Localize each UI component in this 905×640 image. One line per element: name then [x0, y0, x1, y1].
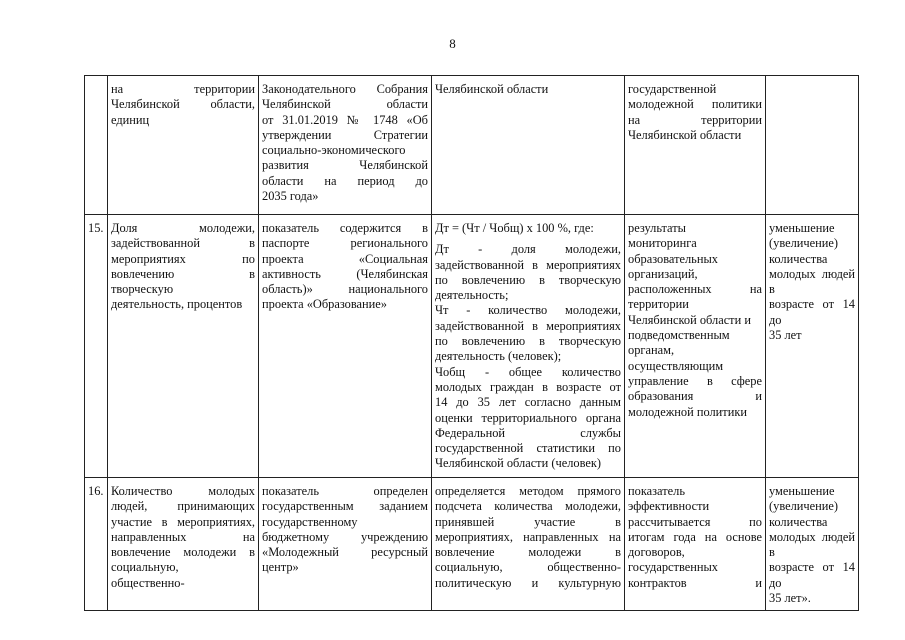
indicator-cell [108, 76, 259, 215]
text-line: область)» национального [262, 282, 428, 297]
text-line: образования и [628, 389, 762, 404]
text-line: расположенных на [628, 282, 762, 297]
text-line: Законодательного Собрания [262, 82, 428, 96]
text-line: возрасте от 14 до [769, 560, 855, 590]
text-line: паспорте регионального [262, 236, 428, 251]
text-line: социально-экономического [262, 143, 406, 158]
expected-result-cell [766, 215, 859, 478]
text-line: уменьшение [769, 484, 835, 498]
text-line: деятельность (человек); [435, 349, 562, 364]
text-line: мониторинга [628, 236, 697, 251]
table-row-15 [85, 215, 859, 478]
source-cell [259, 215, 432, 478]
text-line: эффективности [628, 499, 710, 514]
text-line: развития Челябинской [262, 158, 428, 173]
indicators-table [84, 75, 859, 611]
text-line: молодежной политики [628, 97, 762, 112]
text-line: молодых людей в [769, 529, 855, 560]
text-line: деятельность; [435, 288, 509, 303]
text-line: осуществляющим [628, 358, 724, 373]
text-line: вовлечению в [111, 266, 255, 281]
text-line: по вовлечению в творческую [435, 334, 621, 349]
source-cell [259, 76, 432, 215]
formula: Дт = (Чт / Чобщ) х 100 %, где: [435, 221, 594, 235]
text-line: общественно- [111, 575, 185, 590]
row-number: 15. [85, 215, 108, 478]
text-line: творческую [111, 282, 174, 297]
text-line: (увеличение) [769, 499, 839, 514]
text-line: политическую и культурную [435, 575, 621, 590]
text-line: 14 до 35 лет согласно данным [435, 395, 621, 410]
data-source-cell [625, 478, 766, 611]
text-line: «Молодежный ресурсный [262, 545, 428, 560]
text-line: мероприятиях, направленных на [435, 529, 621, 544]
text-line: проекта «Социальная [262, 251, 428, 266]
text-line: подведомственным [628, 328, 730, 343]
text-line: возрасте от 14 до [769, 297, 855, 327]
text-line: социальную, общественно- [435, 560, 621, 575]
text-line: мероприятиях по [111, 251, 255, 266]
text-line: образовательных [628, 251, 718, 266]
text-line: деятельность, процентов [111, 297, 243, 312]
text-line: на территории [111, 82, 255, 96]
indicator-cell [108, 215, 259, 478]
text-line: показатель определен [262, 484, 428, 498]
table-row-16 [85, 478, 859, 611]
method-cell [432, 215, 625, 478]
text-line: задействованной в [111, 236, 255, 251]
text-line: организаций, [628, 266, 698, 281]
text-line: единиц [111, 112, 150, 127]
text-line: Челябинской области [262, 97, 428, 112]
row-number: 16. [85, 478, 108, 611]
text-line: по вовлечению в творческую [435, 272, 621, 287]
text-line: бюджетному учреждению [262, 529, 428, 544]
page-number: 8 [449, 36, 456, 51]
text-line: показатель содержится в [262, 221, 428, 235]
text-line: контрактов и [628, 575, 762, 590]
text-line: количества [769, 251, 828, 266]
text-line: вовлечение молодежи в [435, 545, 621, 560]
text-line: результаты [628, 221, 686, 235]
text-line: договоров, [628, 545, 685, 560]
text-line: государственной статистики по [435, 441, 621, 456]
text-line: на территории [628, 112, 762, 127]
row-number [85, 76, 108, 215]
text-line: рассчитывается по [628, 514, 762, 529]
text-line: активность (Челябинская [262, 266, 428, 281]
text-line: молодых людей в [769, 266, 855, 297]
text-line: Доля молодежи, [111, 221, 255, 235]
text-line: определяется методом прямого [435, 484, 621, 498]
text-line: Челябинской области [435, 82, 549, 96]
expected-result-cell [766, 478, 859, 611]
source-cell [259, 478, 432, 611]
text-line: области на период до [262, 173, 428, 188]
expected-result-cell [766, 76, 859, 215]
method-cell [432, 478, 625, 611]
text-line: (увеличение) [769, 236, 839, 251]
text-line: государственных [628, 560, 719, 575]
text-line: участие в мероприятиях, [111, 514, 255, 529]
text-line: 2035 года» [262, 189, 319, 204]
text-line: Чт - количество молодежи, [435, 303, 621, 318]
text-line: управление в сфере [628, 373, 762, 388]
text-line: задействованной в мероприятиях [435, 257, 621, 272]
text-line: от 31.01.2019 № 1748 «Об [262, 112, 428, 127]
text-line: задействованной в мероприятиях [435, 318, 621, 333]
text-line: молодежной политики [628, 404, 747, 419]
text-line: 35 лет». [769, 591, 811, 606]
text-line: Количество молодых [111, 484, 255, 498]
text-line: количества [769, 514, 828, 529]
text-line: людей, принимающих [111, 499, 255, 514]
table-row-continuation [85, 76, 859, 215]
text-line: Челябинской области (человек) [435, 456, 601, 471]
text-line: 35 лет [769, 328, 802, 343]
text-line: Челябинской области, [111, 97, 255, 112]
method-cell [432, 76, 625, 215]
text-line: Федеральной службы [435, 425, 621, 440]
text-line: проекта «Образование» [262, 297, 387, 312]
text-line: Дт - доля молодежи, [435, 242, 621, 257]
text-line: итогам года на основе [628, 529, 762, 544]
text-line: Челябинской области [628, 127, 742, 142]
text-line: утверждении Стратегии [262, 127, 428, 142]
text-line: показатель [628, 484, 685, 498]
text-line: уменьшение [769, 221, 835, 235]
data-source-cell [625, 215, 766, 478]
text-line: подсчета количества молодежи, [435, 499, 621, 514]
indicator-cell [108, 478, 259, 611]
text-line: государственным заданием [262, 499, 428, 514]
text-line: направленных на [111, 529, 255, 544]
text-line: Чобщ - общее количество [435, 364, 621, 379]
text-line: молодых граждан в возрасте от [435, 379, 621, 394]
text-line: государственной [628, 82, 717, 96]
text-line: социальную, [111, 560, 179, 575]
text-line: Челябинской области и [628, 312, 751, 327]
text-line: оценки территориального органа [435, 410, 621, 425]
text-line: вовлечение молодежи в [111, 545, 255, 560]
text-line: государственному [262, 514, 358, 529]
text-line: принявшей участие в [435, 514, 621, 529]
data-source-cell [625, 76, 766, 215]
text-line: центр» [262, 560, 299, 575]
text-line: территории [628, 297, 689, 312]
text-line: органам, [628, 343, 675, 358]
